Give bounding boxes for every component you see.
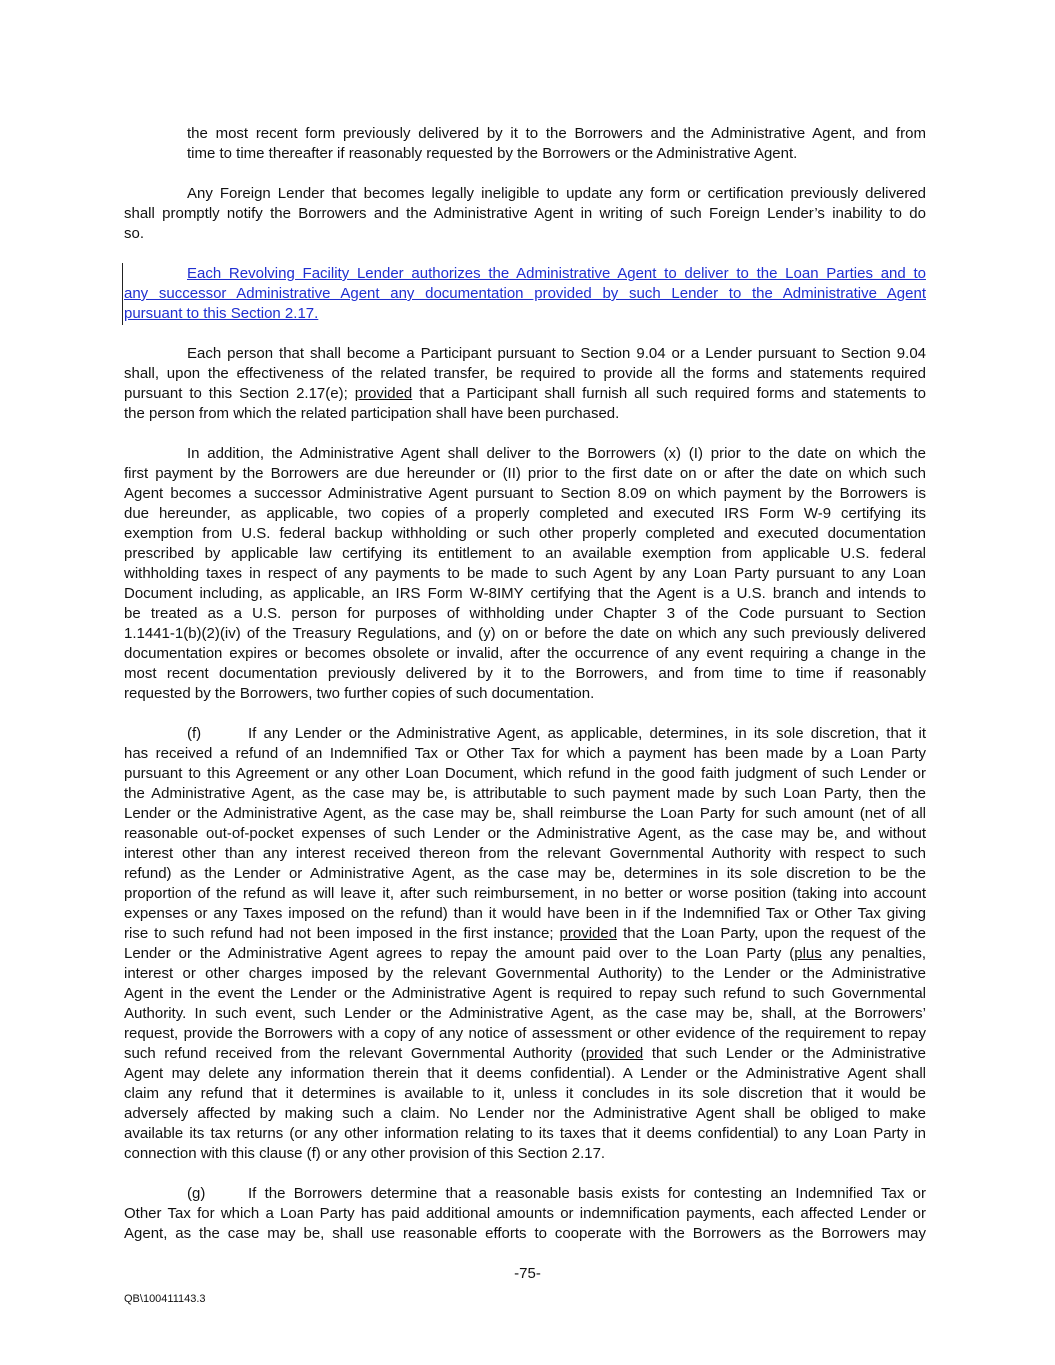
text-line: first payment by the Borrowers are due hereunder or (II) prior to the first date on or after the date on which such: [124, 465, 926, 482]
text-line: [187, 1184, 926, 1204]
clause-label: (g): [187, 1185, 206, 1202]
clause-label: (f): [187, 725, 202, 742]
text-line: due hereunder, as applicable, two copies of a properly completed and executed IRS Form W-9 certifying its: [124, 505, 926, 522]
text-segment: such refund received from the relevant Governmental Authority (: [124, 1045, 586, 1062]
text-line: interest other than any interest received thereon from the relevant Governmental Authority with respect to such: [124, 845, 926, 862]
text-line: claim any refund that it determines is available to it, unless it concludes in its sole discretion that it would be: [124, 1085, 926, 1102]
text-line: the Administrative Agent, as the case may be, is attributable to such payment made by such Loan Party, then the: [124, 785, 926, 802]
text-line: [124, 384, 926, 404]
document-id: QB\100411143.3: [124, 1293, 206, 1305]
paragraph-participant-forms: [124, 344, 926, 424]
text-segment: that a Participant shall furnish all such required forms and statements to: [412, 385, 926, 402]
text-line: Document including, as applicable, an IRS Form W-8IMY certifying that the Agent is a U.S. branch and intends to: [124, 585, 926, 602]
text-line: Agent, as the case may be, shall use reasonable efforts to cooperate with the Borrowers as the Borrowers may: [124, 1225, 926, 1242]
text-line: connection with this clause (f) or any other provision of this Section 2.17.: [124, 1145, 606, 1162]
text-segment: pursuant to this Section 2.17(e);: [124, 385, 355, 402]
text-segment: that the Loan Party, upon the request of the: [617, 925, 926, 942]
text-line: Authority. In such event, such Lender or the Administrative Agent, as the case may be, shall, at the Borrowers’: [124, 1005, 926, 1022]
paragraph-inserted-documentation: [124, 264, 926, 324]
text-line: In addition, the Administrative Agent shall deliver to the Borrowers (x) (I) prior to the date on which the: [187, 445, 926, 462]
text-line: request, provide the Borrowers with a copy of any notice of assessment or other evidence of the requirement to repay: [124, 1025, 926, 1042]
paragraph-agent-documentation: [124, 444, 926, 704]
text-line: Agent in the event the Lender or the Administrative Agent is required to repay such refund to such Governmental: [124, 985, 926, 1002]
text-line: the most recent form previously delivered by it to the Borrowers and the Administrative Agent, and from: [187, 125, 926, 142]
paragraph-form-update: [124, 124, 926, 164]
text-line: time to time thereafter if reasonably requested by the Borrowers or the Administrative Agent.: [187, 145, 798, 162]
page-number: -75-: [514, 1265, 541, 1282]
text-segment: any penalties,: [821, 945, 926, 962]
text-line: exemption from U.S. federal backup withholding or such other properly completed and executed documentation: [124, 525, 926, 542]
text-line: withholding taxes in respect of any payments to be made to such Agent by any Loan Party pursuant to any Loan: [124, 565, 926, 582]
text-line: proportion of the refund as will leave it, after such reimbursement, in no better or worse position (taking into account: [124, 885, 926, 902]
text-line: [124, 1044, 926, 1064]
text-line: the person from which the related participation shall have been purchased.: [124, 405, 620, 422]
text-line: documentation expires or becomes obsolete or invalid, after the occurrence of any event requiring a change in the: [124, 645, 926, 662]
text-line: prescribed by applicable law certifying its entitlement to an available exemption from applicable U.S. federal: [124, 545, 926, 562]
text-line: refund) as the Lender or Administrative Agent, as the case may be, determines in its sole discretion to be the: [124, 865, 926, 882]
text-line: shall, upon the effectiveness of the related transfer, be required to provide all the forms and statements required: [124, 365, 926, 382]
paragraph-ineligibility-notice: [124, 184, 926, 244]
change-bar: [122, 263, 123, 325]
text-line: reasonable out-of-pocket expenses of such Lender or the Administrative Agent, as the case may be, and without: [124, 825, 926, 842]
text-line: Lender or the Administrative Agent, as the case may be, shall reimburse the Loan Party for such amount (net of all: [124, 805, 926, 822]
text-line: pursuant to this Section 2.17.: [124, 305, 319, 322]
text-line: most recent documentation previously delivered by it to the Borrowers, and from time to time if reasonably: [124, 665, 926, 682]
text-line: available its tax returns (or any other information relating to its taxes that it deems confidential) to any Loan Party in: [124, 1125, 926, 1142]
underlined-term: provided: [585, 1045, 644, 1062]
clause-text: If any Lender or the Administrative Agent, as applicable, determines, in its sole discretion, that it: [248, 725, 926, 742]
text-line: Each Revolving Facility Lender authorizes the Administrative Agent to deliver to the Loan Parties and to: [187, 265, 926, 282]
text-line: [124, 944, 926, 964]
underlined-term: provided: [354, 385, 413, 402]
text-line: any successor Administrative Agent any documentation provided by such Lender to the Administrative Agent: [124, 285, 926, 302]
underlined-term: plus: [794, 945, 822, 962]
text-line: so.: [124, 225, 145, 242]
text-line: 1.1441-1(b)(2)(iv) of the Treasury Regulations, and (y) on or before the date on which any such previously delivered: [124, 625, 926, 642]
clause-f-refunds: [124, 724, 926, 1164]
text-line: Each person that shall become a Participant pursuant to Section 9.04 or a Lender pursuant to Section 9.04: [187, 345, 926, 362]
underlined-term: provided: [559, 925, 618, 942]
text-line: has received a refund of an Indemnified Tax or Other Tax for which a payment has been made by a Loan Party: [124, 745, 926, 762]
text-line: [187, 724, 926, 744]
clause-g-contest: [124, 1184, 926, 1244]
text-line: requested by the Borrowers, two further copies of such documentation.: [124, 685, 595, 702]
text-segment: that such Lender or the Administrative: [643, 1045, 926, 1062]
text-segment: Lender or the Administrative Agent agrees to repay the amount paid over to the Loan Party (: [124, 945, 795, 962]
text-line: shall promptly notify the Borrowers and the Administrative Agent in writing of such Foreign Lender’s inability to do: [124, 205, 926, 222]
text-line: pursuant to this Agreement or any other Loan Document, which refund in the good faith judgment of such Lender or: [124, 765, 926, 782]
text-line: [124, 924, 926, 944]
text-segment: rise to such refund had not been imposed in the first instance;: [124, 925, 560, 942]
text-line: Agent becomes a successor Administrative Agent pursuant to Section 8.09 on which payment by the Borrowers is: [124, 485, 926, 502]
text-line: interest or other charges imposed by the relevant Governmental Authority) to the Lender or the Administrative: [124, 965, 926, 982]
text-line: Other Tax for which a Loan Party has paid additional amounts or indemnification payments, each affected Lender or: [124, 1205, 926, 1222]
text-line: Agent may delete any information therein that it deems confidential). A Lender or the Administrative Agent shall: [124, 1065, 926, 1082]
document-page: [124, 124, 926, 1264]
text-line: be treated as a U.S. person for purposes of withholding under Chapter 3 of the Code pursuant to Section: [124, 605, 926, 622]
clause-text: If the Borrowers determine that a reasonable basis exists for contesting an Indemnified Tax or: [248, 1185, 926, 1202]
text-line: Any Foreign Lender that becomes legally ineligible to update any form or certification previously delivered: [187, 185, 926, 202]
text-line: expenses or any Taxes imposed on the refund) than it would have been in if the Indemnified Tax or Other Tax giving: [124, 905, 926, 922]
text-line: adversely affected by making such a claim. No Lender nor the Administrative Agent shall be obliged to make: [124, 1105, 926, 1122]
